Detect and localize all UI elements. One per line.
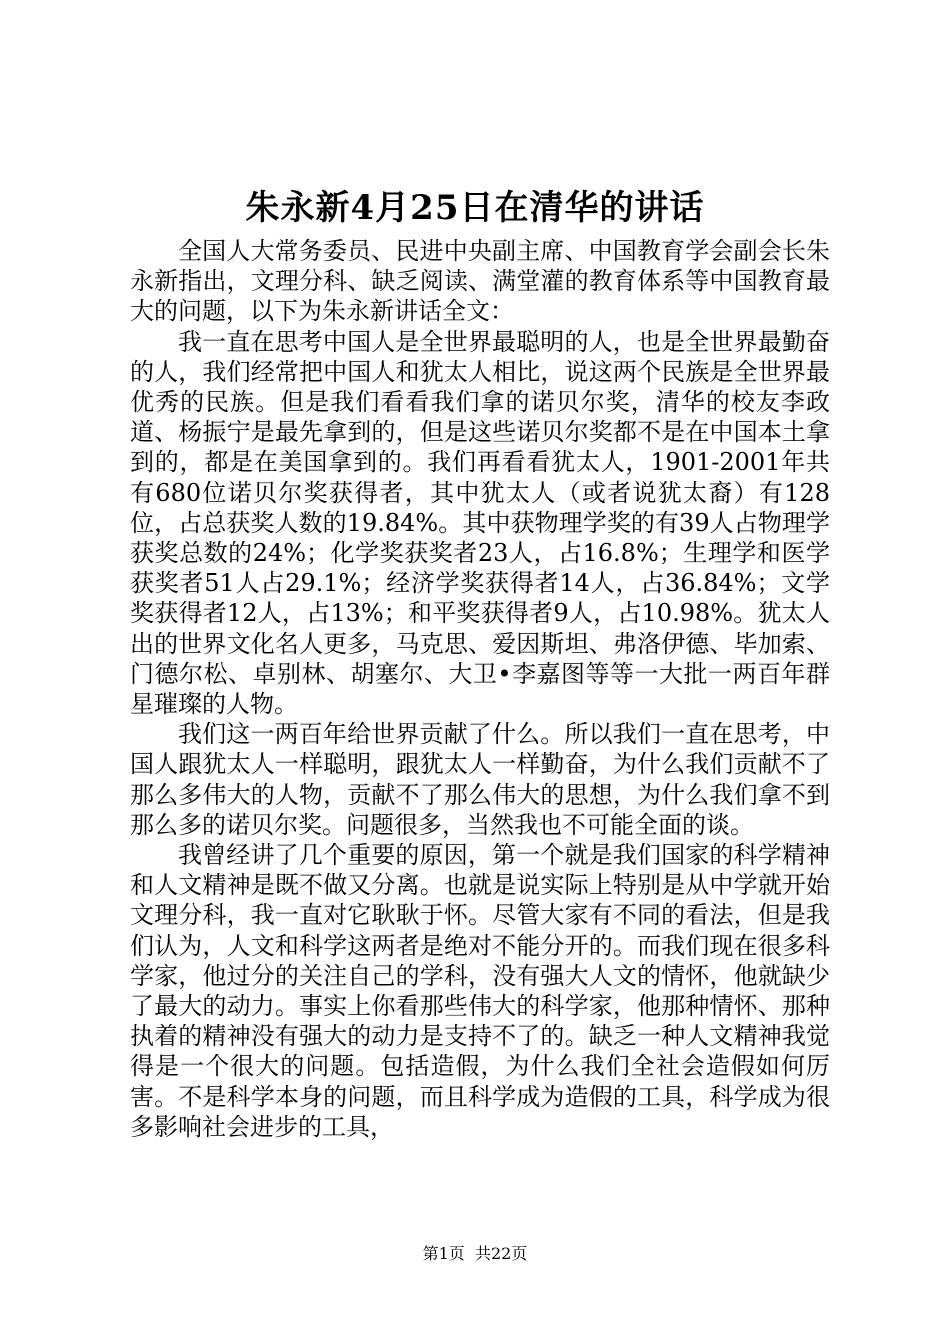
footer-spacer [465, 1244, 475, 1263]
document-title: 朱永新4月25日在清华的讲话 [245, 188, 705, 228]
document-body [130, 236, 830, 1142]
page-footer [0, 1243, 950, 1265]
paragraph-3: 我们这一两百年给世界贡献了什么。所以我们一直在思考，中国人跟犹太人一样聪明，跟犹太人一样勤奋，为什么我们贡献不了那么多伟大的人物，贡献不了那么伟大的思想，为什么我们拿不到那么多的诺贝尔奖。问题很多，当然我也不可能全面的谈。 [130, 720, 830, 839]
paragraph-4: 我曾经讲了几个重要的原因，第一个就是我们国家的科学精神和人文精神是既不做又分离。也就是说实际上特别是从中学就开始文理分科，我一直对它耿耿于怀。尽管大家有不同的看法，但是我们认为，人文和科学这两者是绝对不能分开的。而我们现在很多科学家，他过分的关注自己的学科，没有强大人文的情怀，他就缺少了最大的动力。事实上你看那些伟大的科学家，他那种情怀、那种执着的精神没有强大的动力是支持不了的。缺乏一种人文精神我觉得是一个很大的问题。包括造假，为什么我们全社会造假如何厉害。不是科学本身的问题，而且科学成为造假的工具，科学成为很多影响社会进步的工具， [130, 841, 830, 1141]
page-number-total: 共22页 [474, 1244, 528, 1263]
page-number-current: 第1页 [422, 1244, 465, 1263]
paragraph-2: 我一直在思考中国人是全世界最聪明的人，也是全世界最勤奋的人，我们经常把中国人和犹太人相比，说这两个民族是全世界最优秀的民族。但是我们看看我们拿的诺贝尔奖，清华的校友李政道、杨振宁是最先拿到的，但是这些诺贝尔奖都不是在中国本土拿到的，都是在美国拿到的。我们再看看犹太人，1901-2001年共有680位诺贝尔奖获得者，其中犹太人（或者说犹太裔）有128位，占总获奖人数的19.84%。其中获物理学奖的有39人占物理学获奖总数的24%；化学奖获奖者23人，占16.8%；生理学和医学获奖者51人占29.1%；经济学奖获得者14人，占36.84%；文学奖获得者12人，占13%；和平奖获得者9人，占10.98%。犹太人出的世界文化名人更多，马克思、爱因斯坦、弗洛伊德、毕加索、门德尔松、卓别林、胡塞尔、大卫•李嘉图等等一大批一两百年群星璀璨的人物。 [130, 327, 830, 719]
paragraph-1: 全国人大常务委员、民进中央副主席、中国教育学会副会长朱永新指出，文理分科、缺乏阅读、满堂灌的教育体系等中国教育最大的问题，以下为朱永新讲话全文： [130, 237, 830, 326]
